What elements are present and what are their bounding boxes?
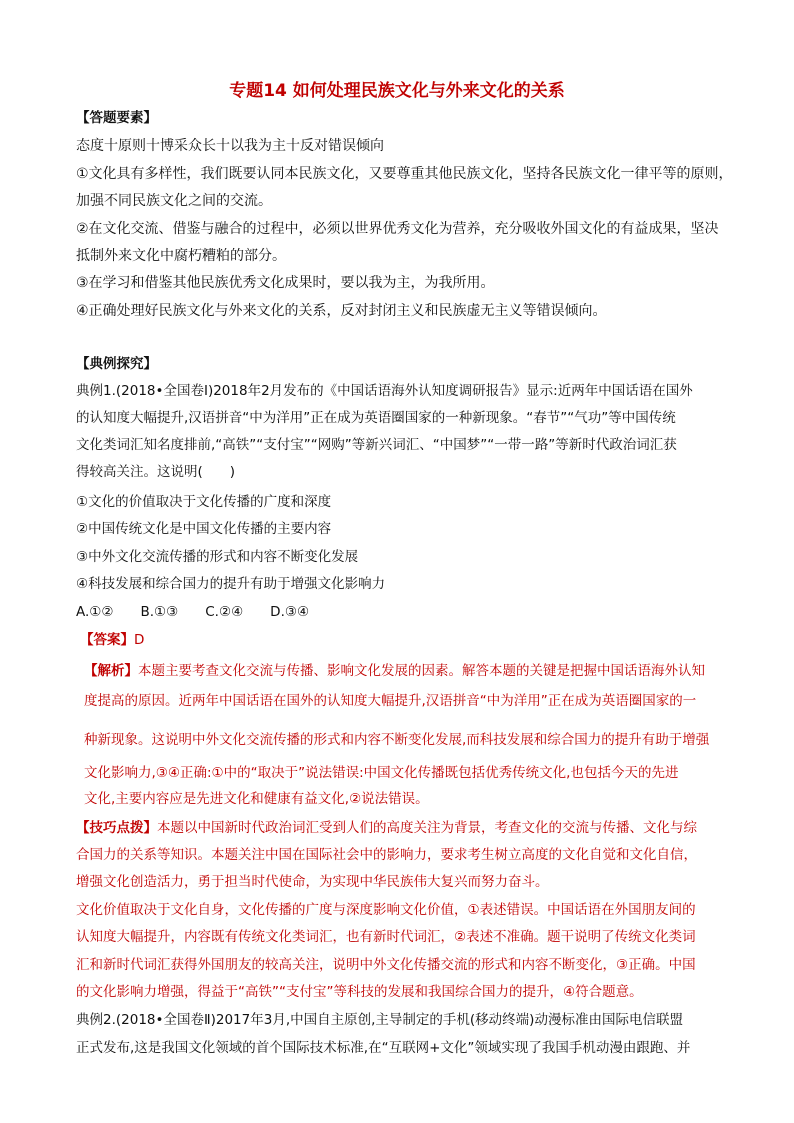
- paragraph-line: ②在文化交流、借鉴与融合的过程中，必须以世界优秀文化为营养，充分吸收外国文化的有益成果，坚决: [76, 221, 719, 237]
- answer-tag: 【答案】: [80, 632, 134, 648]
- answer-line: [80, 632, 144, 648]
- example1-line: 的认知度大幅提升,汉语拼音“中为洋用”正在成为英语圈国家的一种新现象。“春节”“气功”等中国传统: [76, 410, 676, 426]
- tips-text: 本题以中国新时代政治词汇受到人们的高度关注为背景，考查文化的交流与传播、文化与综: [157, 820, 697, 836]
- page-title: 专题14 如何处理民族文化与外来文化的关系: [229, 81, 565, 101]
- paragraph-line: ③在学习和借鉴其他民族优秀文化成果时，要以我为主，为我所用。: [76, 275, 495, 291]
- analysis-tag: 【解析】: [84, 663, 138, 679]
- option-line: ②中国传统文化是中国文化传播的主要内容: [76, 521, 332, 537]
- tips-line: 汇和新时代词汇获得外国朋友的较高关注，说明中外文化传播交流的形式和内容不断变化，③正确。中国: [76, 957, 696, 973]
- section-heading-answer-elements: 【答题要素】: [76, 110, 157, 126]
- analysis-line: 文化,主要内容应是先进文化和健康有益文化,②说法错误。: [84, 791, 429, 807]
- option-line: ①文化的价值取决于文化传播的广度和深度: [76, 494, 332, 510]
- analysis-text: 本题主要考查文化交流与传播、影响文化发展的因素。解答本题的关键是把握中国话语海外认知: [138, 663, 705, 679]
- example1-line: 文化类词汇知名度排前,“高铁”“支付宝”“网购”等新兴词汇、“中国梦”“一带一路”等新时代政治词汇获: [76, 437, 677, 453]
- tips-line: 的文化影响力增强，得益于“高铁”“支付宝”等科技的发展和我国综合国力的提升，④符合题意。: [76, 984, 643, 1000]
- tips-tag: 【技巧点拨】: [76, 820, 157, 836]
- paragraph-line: ④正确处理好民族文化与外来文化的关系，反对封闭主义和民族虚无主义等错误倾向。: [76, 303, 607, 319]
- analysis-line: 文化影响力,③④正确:①中的“取决于”说法错误:中国文化传播既包括优秀传统文化,也包括今天的先进: [84, 765, 679, 781]
- answer-value: D: [134, 632, 145, 648]
- paragraph-line: ①文化具有多样性，我们既要认同本民族文化，又要尊重其他民族文化，坚持各民族文化一律平等的原则，: [76, 166, 733, 182]
- section-heading-examples: 【典例探究】: [76, 356, 157, 372]
- tips-line: 合国力的关系等知识。本题关注中国在国际社会中的影响力，要求考生树立高度的文化自觉和文化自信，: [76, 847, 697, 863]
- analysis-line: 种新现象。这说明中外文化交流传播的形式和内容不断变化发展,而科技发展和综合国力的提升有助于增强: [84, 732, 710, 748]
- tips-line: 文化价值取决于文化自身，文化传播的广度与深度影响文化价值，①表述错误。中国话语在外国朋友间的: [76, 902, 696, 918]
- choices-line: A.①② B.①③ C.②④ D.③④: [76, 604, 310, 620]
- option-line: ④科技发展和综合国力的提升有助于增强文化影响力: [76, 576, 386, 592]
- paragraph-line: 态度十原则十博采众长十以我为主十反对错误倾向: [76, 138, 384, 154]
- example2-line: 正式发布,这是我国文化领域的首个国际技术标准,在“互联网+文化”领域实现了我国手机动漫由跟跑、并: [76, 1040, 691, 1056]
- tips-line: 认知度大幅提升，内容既有传统文化类词汇，也有新时代词汇，②表述不准确。题干说明了传统文化类词: [76, 929, 696, 945]
- example1-line: 得较高关注。这说明( ): [76, 464, 236, 480]
- option-line: ③中外文化交流传播的形式和内容不断变化发展: [76, 549, 359, 565]
- analysis-line: [84, 662, 705, 680]
- tips-line: [76, 820, 697, 836]
- analysis-line: 度提高的原因。近两年中国话语在国外的认知度大幅提升,汉语拼音“中为洋用”正在成为英语圈国家的一: [84, 693, 697, 709]
- paragraph-line: 加强不同民族文化之间的交流。: [76, 193, 272, 209]
- example1-line: 典例1.(2018•全国卷Ⅰ)2018年2月发布的《中国话语海外认知度调研报告》显示:近两年中国话语在国外: [76, 383, 693, 399]
- example2-line: 典例2.(2018•全国卷Ⅱ)2017年3月,中国自主原创,主导制定的手机(移动终端)动漫标准由国际电信联盟: [76, 1012, 683, 1028]
- paragraph-line: 抵制外来文化中腐朽糟粕的部分。: [76, 248, 286, 264]
- tips-line: 增强文化创造活力，勇于担当时代使命，为实现中华民族伟大复兴而努力奋斗。: [76, 874, 549, 890]
